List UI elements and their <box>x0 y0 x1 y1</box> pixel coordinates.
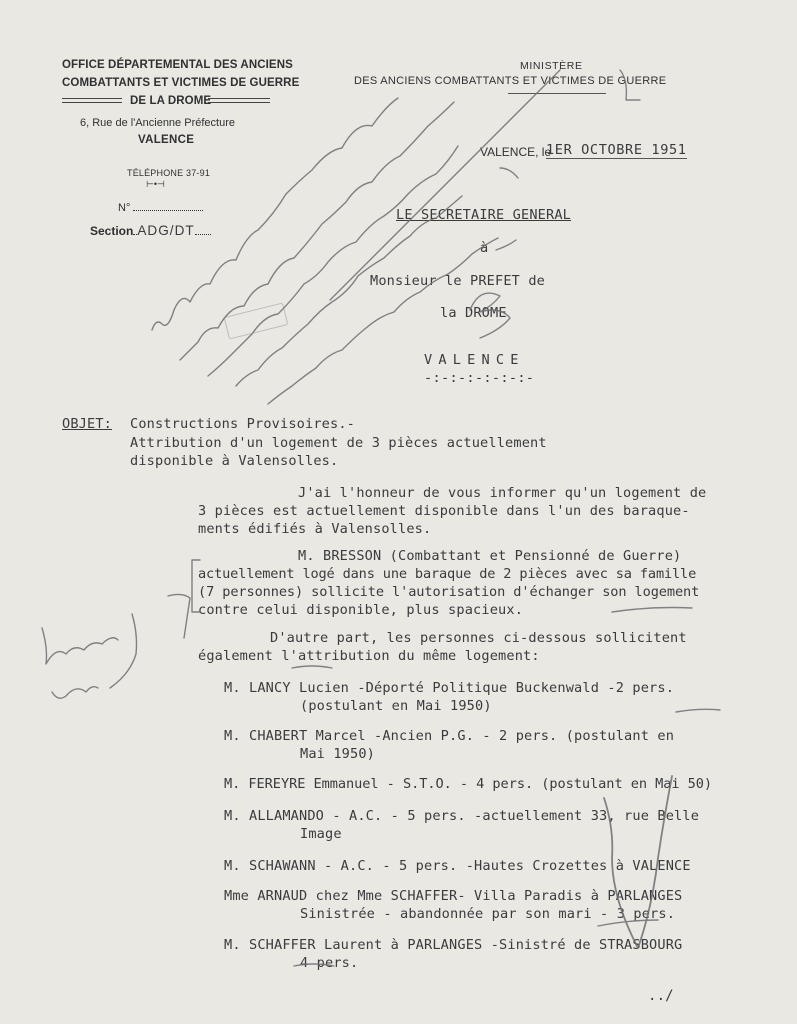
person-line: Mai 1950) <box>300 746 376 762</box>
city-decoration: -:-:-:-:-:-:- <box>424 370 535 386</box>
recipient-city: VALENCE <box>424 352 525 368</box>
person-line: M. LANCY Lucien -Déporté Politique Buckenwald -2 pers. <box>224 680 675 696</box>
para2-line: M. BRESSON (Combattant et Pensionné de Guerre) <box>298 548 682 564</box>
para3-line: également l'attribution du même logement: <box>198 648 540 664</box>
ministry-title: MINISTÈRE <box>520 60 583 72</box>
person-line: M. ALLAMANDO - A.C. - 5 pers. -actuellement 33, rue Belle <box>224 808 700 824</box>
person-line: M. SCHAWANN - A.C. - 5 pers. -Hautes Crozettes à VALENCE <box>224 858 691 874</box>
rule-left <box>62 98 122 103</box>
person-line: Sinistrée - abandonnée par son mari - 3 pers. <box>300 906 676 922</box>
objet-label: OBJET: <box>62 416 113 432</box>
recipient-line-2: la DROME <box>440 305 507 321</box>
office-line-1: OFFICE DÉPARTEMENTAL DES ANCIENS <box>62 59 293 71</box>
office-line-3: DE LA DROME <box>130 95 212 107</box>
para1-line: 3 pièces est actuellement disponible dans l'un des baraque- <box>198 503 690 519</box>
number-label: N° <box>118 202 131 214</box>
objet-line: disponible à Valensolles. <box>130 453 339 469</box>
recipient-line-1: Monsieur le PREFET de <box>370 273 546 289</box>
para1-line: J'ai l'honneur de vous informer qu'un logement de <box>298 485 707 501</box>
objet-line: Constructions Provisoires.- <box>130 416 356 432</box>
person-line: M. CHABERT Marcel -Ancien P.G. - 2 pers. (postulant en <box>224 728 675 744</box>
para3-line: D'autre part, les personnes ci-dessous sollicitent <box>270 630 687 646</box>
date-label: VALENCE, le <box>480 145 552 159</box>
office-address: 6, Rue de l'Ancienne Préfecture <box>80 117 235 129</box>
ornament-icon: ⊢•⊣ <box>146 179 165 189</box>
person-line: M. FEREYRE Emmanuel - S.T.O. - 4 pers. (postulant en Mai 50) <box>224 776 713 792</box>
person-line: Mme ARNAUD chez Mme SCHAFFER- Villa Paradis à PARLANGES <box>224 888 683 904</box>
ministry-name: DES ANCIENS COMBATTANTS ET VICTIMES DE GUERRE <box>354 75 667 87</box>
recipient-a: à <box>480 240 489 256</box>
section-field <box>90 223 211 238</box>
number-field <box>118 202 203 214</box>
page-continuation-mark: ../ <box>648 988 674 1004</box>
person-line: (postulant en Mai 1950) <box>300 698 492 714</box>
office-line-2: COMBATTANTS ET VICTIMES DE GUERRE <box>62 77 300 89</box>
para2-line: (7 personnes) sollicite l'autorisation d'échanger son logement <box>198 584 700 600</box>
para2-line: contre celui disponible, plus spacieux. <box>198 602 524 618</box>
rule-right <box>208 98 270 103</box>
section-value: ADG/DT <box>137 223 195 238</box>
office-city: VALENCE <box>138 134 195 146</box>
date-value: 1ER OCTOBRE 1951 <box>546 142 687 158</box>
person-line: M. SCHAFFER Laurent à PARLANGES -Sinistré de STRASBOURG <box>224 937 683 953</box>
office-telephone: TÉLÉPHONE 37-91 <box>127 168 211 178</box>
para1-line: ments édifiés à Valensolles. <box>198 521 432 537</box>
section-label: Section <box>90 224 134 238</box>
para2-line: actuellement logé dans une baraque de 2 pièces avec sa famille <box>198 566 697 582</box>
ministry-rule <box>508 93 606 94</box>
number-dots <box>133 210 203 211</box>
person-line: 4 pers. <box>300 955 359 971</box>
objet-line: Attribution d'un logement de 3 pièces actuellement <box>130 435 547 451</box>
person-line: Image <box>300 826 342 842</box>
sender: LE SECRETAIRE GENERAL <box>396 207 572 223</box>
